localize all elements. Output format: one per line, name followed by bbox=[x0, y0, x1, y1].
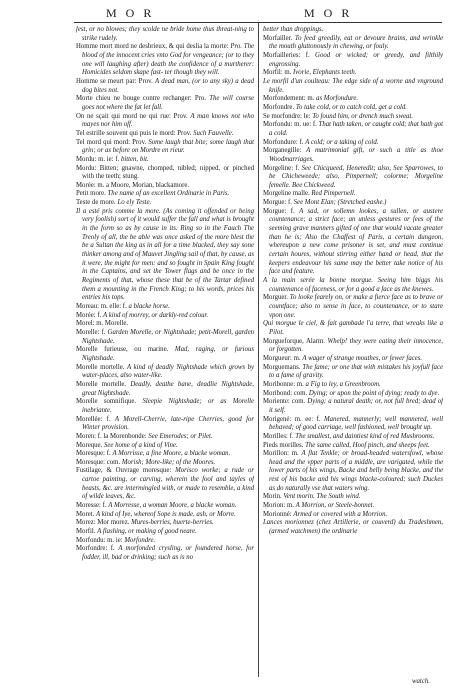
header-left: M O R bbox=[106, 6, 155, 20]
dictionary-entry bbox=[76, 320, 254, 329]
dictionary-entry bbox=[76, 113, 254, 130]
entry-definition: The smallest, and daintiest kind of red Mushrooms. bbox=[295, 432, 435, 440]
entry-headword: Morganegille: bbox=[263, 147, 302, 155]
entry-definition: Qui morgue le ciel, & fait gambade l'a terre, that wreaks like a Pilot. bbox=[263, 320, 443, 336]
entry-headword: Morelle furieuse, ou marine. bbox=[76, 346, 169, 354]
dictionary-entry bbox=[263, 433, 443, 442]
entry-headword: Morgeline: f. bbox=[263, 164, 300, 172]
entry-headword: Morelle mortelle. bbox=[76, 363, 125, 371]
dictionary-entry bbox=[76, 303, 254, 312]
dictionary-entry bbox=[263, 147, 443, 164]
entry-headword: Morfondre. bbox=[263, 103, 295, 111]
entry-headword: Morigené: m. ee: f. bbox=[263, 415, 321, 423]
dictionary-entry bbox=[76, 459, 254, 468]
entry-definition: Dying; or upon the point of dying; ready to dye. bbox=[308, 389, 440, 397]
entry-definition: a blacke horse. bbox=[128, 303, 170, 310]
entry-headword: Morionné: bbox=[263, 510, 292, 518]
entry-headword: Mordu: Bitten; gnawne, chomped, nibled; nipped, or pinched with the teeth; stung. bbox=[76, 164, 254, 181]
entry-definition: Ivorie, Elephants teeth. bbox=[293, 69, 357, 77]
entry-definition: A dead man, (or to any sky) a dead dog bites not. bbox=[82, 77, 254, 94]
dictionary-entry bbox=[76, 502, 254, 511]
dictionary-entry bbox=[76, 467, 254, 502]
entry-definition: Morish; More-like; of the Moores. bbox=[121, 458, 216, 466]
entry-definition: To found him, or drench much sweat. bbox=[312, 112, 413, 120]
entry-headword: Pieds morilles. bbox=[263, 441, 304, 449]
dictionary-entry bbox=[76, 139, 254, 156]
dictionary-entry bbox=[263, 78, 443, 95]
entry-headword: Morgue: f. bbox=[263, 199, 292, 207]
entry-headword: Morfailleries: f. bbox=[263, 51, 310, 59]
dictionary-entry bbox=[263, 381, 443, 390]
entry-definition: Mures-berries, buerte-berries. bbox=[131, 519, 214, 527]
entry-definition: fest, or no blowes; they scolde ne bride home thus threat-ning to strike rudely. bbox=[76, 26, 254, 42]
entry-headword: Morfil: m. bbox=[263, 69, 292, 77]
dictionary-entry bbox=[76, 78, 254, 95]
dictionary-entry bbox=[76, 26, 254, 43]
entry-definition: Lo ely Teste. bbox=[117, 199, 152, 207]
dictionary-entry bbox=[263, 450, 443, 493]
dictionary-entry bbox=[76, 528, 254, 537]
entry-headword: Mordu: m. ie: f. bbox=[76, 155, 120, 163]
entry-headword: Morion: m. bbox=[263, 502, 294, 510]
running-header bbox=[0, 6, 449, 22]
entry-headword: Morfailler. bbox=[263, 34, 293, 42]
entry-headword: Morilles: f. bbox=[263, 432, 294, 440]
entry-headword: Morgueur: m. bbox=[263, 354, 301, 362]
entry-headword: Morez: Mor morez. bbox=[76, 519, 130, 527]
entry-headword: Morillon: m. bbox=[263, 450, 299, 458]
entry-headword: Moriente: com. bbox=[263, 398, 306, 406]
dictionary-entry bbox=[76, 450, 254, 459]
entry-definition: A Morell-Cherrie, late-ripe Cherries, good for Winter provision. bbox=[82, 415, 254, 432]
entry-headword: Morguer. bbox=[263, 294, 288, 302]
entry-definition: See home of a kind of Vine. bbox=[103, 441, 178, 449]
dictionary-entry bbox=[263, 416, 443, 433]
dictionary-entry bbox=[76, 381, 254, 398]
entry-definition: See Chicqueed, Heneredit; also, See Sparrowes, to be Chicheweede; also, Pimpernell; colorme; Morgeline femelle. Bee Chickweed. bbox=[269, 164, 443, 189]
entry-definition: bitten, bit. bbox=[120, 155, 149, 163]
entry-definition: See Emerodes; or Pilet. bbox=[148, 432, 213, 440]
dictionary-entry bbox=[76, 43, 254, 78]
entry-definition: The name of an excellent Ordinarie in Paris. bbox=[107, 190, 230, 198]
entry-headword: Petit more. bbox=[76, 190, 106, 198]
entry-definition: The will course goes not where the fat let fall. bbox=[82, 95, 254, 111]
entry-definition: A man knows not who mayes nor him off. bbox=[82, 112, 254, 129]
entry-headword: Morfil. bbox=[76, 528, 96, 536]
entry-headword: Moreque. bbox=[76, 441, 103, 449]
dictionary-entry bbox=[76, 346, 254, 363]
dictionary-entry bbox=[263, 320, 443, 337]
dictionary-entry bbox=[263, 190, 443, 199]
catchword: watch. bbox=[412, 678, 430, 685]
dictionary-entry bbox=[76, 537, 254, 546]
right-column bbox=[263, 26, 443, 676]
entry-headword: Morgue: f. bbox=[263, 207, 295, 215]
dictionary-entry bbox=[76, 398, 254, 415]
dictionary-entry bbox=[76, 208, 254, 303]
dictionary-entry bbox=[263, 294, 443, 320]
entry-headword: Moribonne: m. bbox=[263, 380, 304, 388]
dictionary-entry bbox=[263, 493, 443, 502]
entry-definition: Mad, raging, or furious Nightshade. bbox=[82, 346, 254, 362]
entry-definition: better than droppings. bbox=[263, 26, 324, 33]
dictionary-entry bbox=[263, 442, 443, 451]
entry-headword: Moren: f. la Morenbonde: bbox=[76, 432, 147, 440]
entry-headword: Morin. bbox=[263, 493, 282, 501]
dictionary-entry bbox=[263, 121, 443, 138]
entry-headword: Morgueforque, Alarm. bbox=[263, 337, 326, 345]
dictionary-entry bbox=[263, 35, 443, 52]
entry-headword: Morelle: f. bbox=[76, 328, 106, 336]
entry-definition: A kind of morrey, or darkly-red colour. bbox=[103, 311, 209, 319]
dictionary-entry bbox=[263, 502, 443, 511]
entry-headword: Morelle somnifique. bbox=[76, 398, 137, 406]
dictionary-entry bbox=[76, 156, 254, 165]
entry-definition: Such Fauvelle. bbox=[193, 129, 234, 137]
dictionary-entry bbox=[263, 277, 443, 294]
entry-headword: Morfondu: m. ue: f. bbox=[263, 121, 317, 129]
dictionary-entry bbox=[76, 182, 254, 191]
entry-definition: A Morresse, a woman Moore, a blacke woman. bbox=[108, 502, 237, 510]
column-divider bbox=[258, 22, 259, 677]
entry-headword: Morée: m. a Moore, Morian, blackamore. bbox=[76, 181, 190, 189]
entry-definition: Dying; a natural death; or, not full bred; dead of it self. bbox=[269, 398, 443, 414]
dictionary-entry bbox=[263, 398, 443, 415]
entry-headword: Tel estrille souvent qui puis le mord: Prov. bbox=[76, 129, 192, 137]
dictionary-entry bbox=[76, 519, 254, 528]
dictionary-entry bbox=[263, 208, 443, 277]
dictionary-entry bbox=[76, 329, 254, 346]
entry-definition: Some laugh that bite; some laugh that grin; or as before on Mordre en rieur. bbox=[82, 138, 254, 155]
dictionary-entry bbox=[76, 442, 254, 451]
entry-headword: Se morfondre: le: bbox=[263, 112, 311, 120]
dictionary-entry bbox=[263, 165, 443, 191]
dictionary-entry bbox=[76, 95, 254, 112]
entry-headword: Morfondement: m. bbox=[263, 95, 315, 103]
entry-definition: Le morfil d'un coulteau: The edge side of a worne and vnground knife. bbox=[263, 77, 443, 94]
dictionary-entry bbox=[76, 312, 254, 321]
dictionary-entry bbox=[76, 199, 254, 208]
dictionary-entry bbox=[263, 390, 443, 399]
entry-definition: To take cold, or to catch cold, get a cold. bbox=[295, 103, 407, 111]
entry-headword: Homme se meurt par: Prov. bbox=[76, 77, 153, 85]
entry-headword: Morgeline malle. bbox=[263, 190, 310, 198]
entry-headword: Homme mort mord ne desbrieux, & qui deslia la morte: bbox=[76, 43, 229, 51]
dictionary-entry bbox=[76, 545, 254, 562]
entry-definition: A wager of strange mouthes, or fewer faces. bbox=[302, 354, 423, 362]
entry-definition: The same called, Hoof pinch, and sheeps feet. bbox=[305, 441, 430, 449]
entry-headword: On ne sçait qui mord ne qui rue: Prov. bbox=[76, 112, 188, 120]
dictionary-entry bbox=[263, 69, 443, 78]
entry-definition: Armed or covered with a Morrion. bbox=[293, 510, 388, 518]
entry-definition: Pro. The blood of the innocent cries vnto God for vengeance; (or to they one will laughing after) death the confidence of a murtherer: Homicides seldom skape fast- ter though they will. bbox=[82, 43, 254, 77]
entry-headword: Moresque: f. bbox=[76, 450, 111, 458]
dictionary-entry bbox=[76, 165, 254, 182]
entry-definition: A kind of Iye, whereof Sope is made, ash, or Morre. bbox=[96, 510, 236, 518]
entry-definition: To looke fearely on, or make a fierce face as to brave or countface; also to sense in face, to countenance, or to stare vpon one. bbox=[269, 294, 443, 319]
entry-definition: See Mont Elan; (Stretched eashe.) bbox=[293, 199, 387, 207]
dictionary-entry bbox=[263, 511, 443, 520]
entry-definition: Red Pimpernell. bbox=[311, 190, 356, 198]
entry-definition: Il a esté pris comme la more. (As coming it offended or being very foolish) sort of it would suffer the fall and what is brought in the form so as by cause in its. Ring so in the Fauch The Treoly of all, the be able was once asked of the more blest the be a Sultan the king as in all for a time blacked, they say sone thinker among and of Mauvet Jingling sail of that, by cause, as it were, the might for men: and so fought in Spain King fought in the Captains, and set the Tower flags and be once in the Regiments of that, whose these that be of the Tartar defined them a mounting in the French King; to his words, prices his entries his tops. bbox=[76, 207, 254, 302]
entry-definition: Deadly, deathe bane, deadlie Nightshade, great Nightshade. bbox=[82, 380, 254, 397]
entry-headword: Morfondre: f. bbox=[76, 545, 115, 553]
entry-headword: Morée: f. bbox=[76, 311, 102, 319]
dictionary-entry bbox=[263, 139, 443, 148]
entry-definition: as Morfondure. bbox=[316, 95, 359, 103]
entry-definition: A la main serée la bonne morgue. Seeing him biggs his countenance of faceness, or for a good a face as the knewes. bbox=[263, 277, 443, 293]
dictionary-entry bbox=[76, 130, 254, 139]
header-right: M O R bbox=[304, 6, 353, 20]
dictionary-entry bbox=[263, 113, 443, 122]
entry-definition: That hath taken, or caught cold; that hath got a cold. bbox=[269, 121, 443, 137]
dictionary-entry bbox=[76, 364, 254, 381]
entry-headword: Moresque: com. bbox=[76, 458, 121, 466]
dictionary-entry bbox=[76, 433, 254, 442]
entry-headword: Teste de more. bbox=[76, 199, 116, 207]
entry-definition: Whelp! they were eating their innocence, or forgotten. bbox=[269, 337, 443, 354]
entry-headword: Fustilage, & Ouvrage moresque: bbox=[76, 467, 172, 475]
dictionary-entry bbox=[263, 95, 443, 104]
entry-definition: A matrimonial gift, or such a title as thoe Woodmarriages. bbox=[269, 147, 443, 163]
entry-headword: Morfondu: m. ie: bbox=[76, 536, 123, 544]
dictionary-entry bbox=[263, 199, 443, 208]
entry-definition: Sleepie Nightshade; or as Morelle inebriante. bbox=[82, 398, 254, 414]
entry-definition: Lances morionnez (chez Artillerie, or couverd) du Tradeshmen, (armed watchmen) the ordinarie bbox=[263, 519, 443, 536]
entry-headword: Morellée: f. bbox=[76, 415, 111, 423]
entry-definition: A kind of deadly Nightshade which grows by water-places, also water-like. bbox=[82, 363, 254, 380]
entry-headword: Morguemans. bbox=[263, 363, 301, 371]
entry-headword: Moreau: m. elle: f. bbox=[76, 303, 127, 310]
dictionary-entry bbox=[263, 519, 443, 536]
entry-definition: A flashing, or making of good neare. bbox=[97, 528, 197, 536]
entry-headword: Morfondure: f. bbox=[263, 138, 304, 146]
entry-definition: To feed greedily, eat or devoure brains, and wrinkle the mouth gluttonously in chewing, or fouly. bbox=[269, 34, 443, 51]
entry-headword: Tel mord qui mord: Prov. bbox=[76, 138, 147, 146]
entry-definition: Manered, mannerly; well mannered, well behaved; of good carriage, well fashioned, well brought up. bbox=[269, 415, 443, 432]
entry-definition: A cold; or a taking of cold. bbox=[305, 138, 379, 146]
entry-definition: A sad, or sollemn lookes, a sullen, or austere countenance; a strict face; an unless gestures or fees of the seeming grave manners gifted of one that would vacate greater than he is; Also the Chaffest of Paris, a certain dungeon, whereupon a new come prisoner is set, and must continue certain houres, without stirring either hand or head, that the keepers endeavour his same may the better take notice of his face and feature. bbox=[269, 207, 443, 276]
dictionary-entry bbox=[263, 104, 443, 113]
entry-definition: Vent morin. The South wind. bbox=[283, 493, 361, 501]
entry-definition: A Morrisse, a fine Moore, a blacke woman. bbox=[112, 450, 231, 458]
entry-headword: Morelle mortelle. bbox=[76, 380, 127, 388]
entry-headword: Morte chieu ne bouge contre rechanger: Pro. bbox=[76, 95, 207, 103]
entry-headword: Moresse: f. bbox=[76, 502, 107, 510]
dictionary-entry bbox=[76, 416, 254, 433]
entry-definition: Morfondre. bbox=[124, 536, 156, 544]
dictionary-entry bbox=[263, 355, 443, 364]
dictionary-entry bbox=[76, 190, 254, 199]
entry-definition: Garden Morelle, or Nightshade; petit-Morell, garden Nightshade. bbox=[82, 328, 254, 345]
dictionary-entry bbox=[263, 364, 443, 381]
entry-headword: Moret. bbox=[76, 510, 95, 518]
dictionary-entry bbox=[263, 26, 443, 35]
dictionary-entry bbox=[76, 511, 254, 520]
entry-definition: Good or wicked; or greedy, and filthily engrossing. bbox=[269, 51, 443, 68]
entry-definition: A flat Tenkle; or broad-headed watersfowl, whose head and the vpper parts of a middle, are varigated, while the lower parts of his wings, Backe and belly being blacke, and the rest of his backe and his wings blacke-coloured; such Duckes as do naturally vse that waters wing. bbox=[269, 450, 443, 492]
entry-definition: A morfonded crysling, or foundered horse, for fodder, ill, bad or drinking; such as is no bbox=[82, 545, 254, 562]
dictionary-entry bbox=[263, 52, 443, 69]
dictionary-entry bbox=[263, 338, 443, 355]
entry-definition: The fame; or one that with mistakes his joyfull face to a fame of gravity. bbox=[269, 363, 443, 380]
entry-definition: a Fig to ley, a Greenbroom. bbox=[305, 380, 381, 388]
left-column bbox=[76, 26, 254, 676]
entry-headword: Moribond: com. bbox=[263, 389, 308, 397]
entry-definition: Morisco worke; a rude or cartoe painting, or carving, wherein the fool and tayles of beasts, &c. are intermingled with, or made to resemble, a kind of wilde leaves, &c. bbox=[82, 467, 254, 501]
entry-headword: Morel: m. Morelle. bbox=[76, 320, 129, 328]
entry-definition: A Morrion, or Steele-bonnet. bbox=[295, 502, 375, 510]
